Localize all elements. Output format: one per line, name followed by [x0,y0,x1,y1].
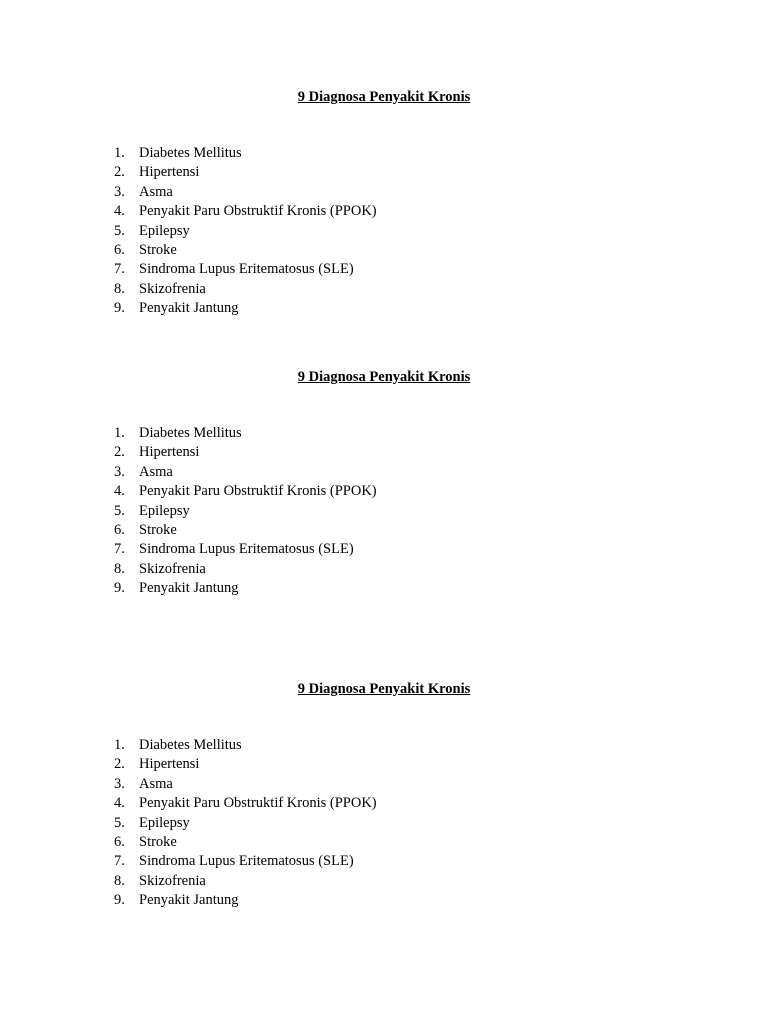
item-text: Penyakit Paru Obstruktif Kronis (PPOK) [139,483,377,500]
item-number: 6. [114,833,125,850]
item-text: Penyakit Jantung [139,580,239,597]
item-text: Penyakit Jantung [139,892,239,909]
section-title: 9 Diagnosa Penyakit Kronis [297,89,471,105]
list-item [0,241,768,260]
item-text: Stroke [139,521,177,538]
list-item [0,891,768,910]
item-number: 3. [114,183,125,200]
list-item [0,872,768,891]
item-text: Asma [139,183,173,200]
item-text: Penyakit Paru Obstruktif Kronis (PPOK) [139,795,377,812]
item-text: Epilepsy [139,814,190,831]
item-number: 6. [114,521,125,538]
item-number: 4. [114,203,125,220]
item-text: Sindroma Lupus Eritematosus (SLE) [139,541,354,558]
item-text: Sindroma Lupus Eritematosus (SLE) [139,853,354,870]
list-item [0,521,768,540]
list-item [0,463,768,482]
item-number: 4. [114,795,125,812]
list-item [0,502,768,521]
list-item [0,260,768,279]
list-item [0,814,768,833]
item-text: Asma [139,463,173,480]
item-number: 7. [114,853,125,870]
list-item [0,202,768,221]
item-number: 1. [114,425,125,441]
item-text: Skizofrenia [139,872,206,889]
item-number: 2. [114,444,125,461]
item-number: 9. [114,892,125,909]
list-item [0,540,768,559]
item-number: 8. [114,560,125,577]
item-number: 9. [114,580,125,597]
list-item [0,482,768,501]
list-item [0,736,768,755]
item-number: 3. [114,463,125,480]
item-number: 1. [114,737,125,753]
item-text: Skizofrenia [139,560,206,577]
diagnosis-list [0,144,768,319]
list-item [0,443,768,462]
item-text: Diabetes Mellitus [139,737,242,753]
item-number: 8. [114,280,125,297]
list-item [0,775,768,794]
list-item [0,144,768,163]
list-item [0,579,768,598]
section-title: 9 Diagnosa Penyakit Kronis [297,681,471,697]
diagnosis-list [0,424,768,599]
item-text: Stroke [139,833,177,850]
item-text: Penyakit Jantung [139,300,239,317]
item-number: 6. [114,241,125,258]
item-number: 4. [114,483,125,500]
diagnosis-list [0,736,768,911]
item-number: 7. [114,261,125,278]
item-text: Diabetes Mellitus [139,425,242,441]
item-number: 9. [114,300,125,317]
list-item [0,755,768,774]
item-number: 3. [114,775,125,792]
list-item [0,424,768,443]
item-text: Sindroma Lupus Eritematosus (SLE) [139,261,354,278]
item-number: 5. [114,502,125,519]
list-item [0,852,768,871]
list-item [0,183,768,202]
item-text: Penyakit Paru Obstruktif Kronis (PPOK) [139,203,377,220]
item-text: Epilepsy [139,502,190,519]
item-text: Hipertensi [139,756,200,773]
list-item [0,299,768,318]
list-item [0,560,768,579]
list-item [0,222,768,241]
item-number: 7. [114,541,125,558]
list-item [0,794,768,813]
list-item [0,833,768,852]
item-text: Hipertensi [139,444,200,461]
item-number: 8. [114,872,125,889]
item-number: 5. [114,814,125,831]
item-number: 2. [114,756,125,773]
item-number: 2. [114,164,125,181]
item-text: Hipertensi [139,164,200,181]
item-text: Skizofrenia [139,280,206,297]
item-text: Asma [139,775,173,792]
item-text: Stroke [139,241,177,258]
item-number: 1. [114,145,125,161]
item-text: Diabetes Mellitus [139,145,242,161]
item-text: Epilepsy [139,222,190,239]
list-item [0,163,768,182]
section-title: 9 Diagnosa Penyakit Kronis [297,369,471,385]
list-item [0,280,768,299]
item-number: 5. [114,222,125,239]
